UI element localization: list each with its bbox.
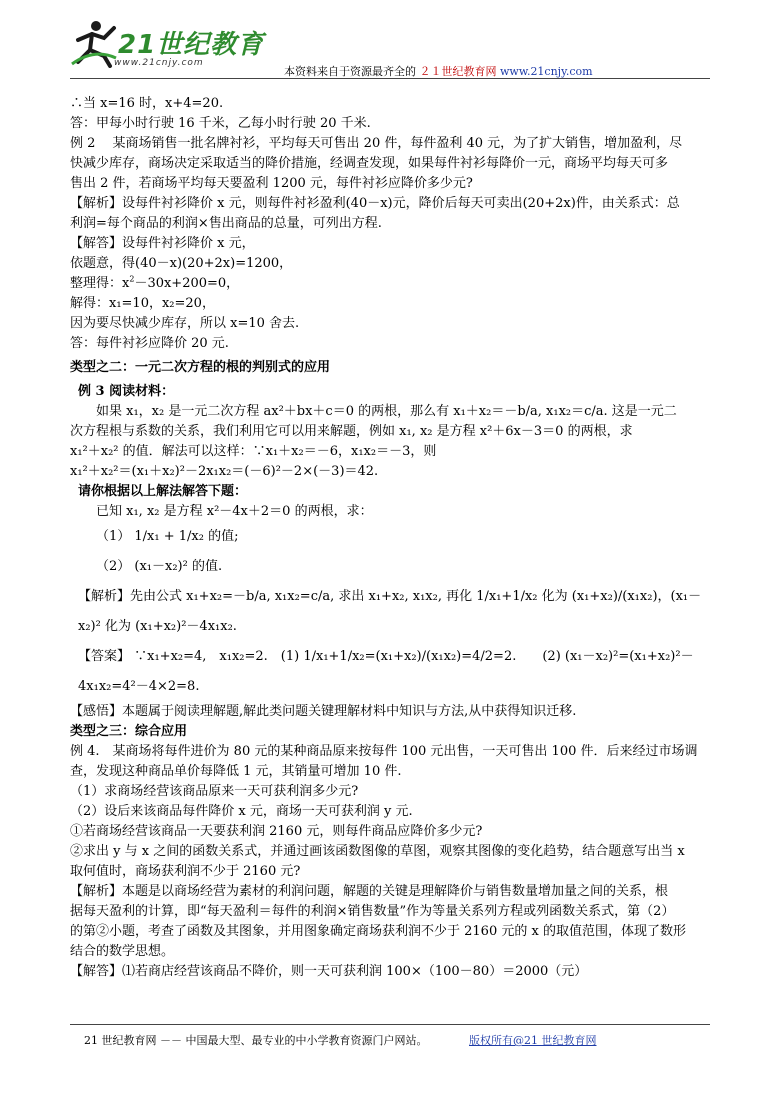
text-line: ②求出 y 与 x 之间的函数关系式，并通过画该函数图像的草图，观察其图像的变化趋势，结合题意写出当 x — [70, 844, 685, 859]
given-line: 已知 x₁, x₂ 是方程 x²－4x＋2＝0 的两根，求： — [96, 504, 373, 519]
example-3: 例 3 阅读材料： — [78, 384, 175, 399]
text-line: 答：甲每小时行驶 16 千米，乙每小时行驶 20 千米. — [70, 116, 371, 131]
header-tagline — [284, 63, 593, 79]
question-2: （2） (x₁－x₂)² 的值. — [96, 559, 223, 574]
eq-post: －30x+200=0， — [134, 276, 240, 291]
material-line: x₁²＋x₂² 的值．解法可以这样：∵x₁＋x₂＝－6，x₁x₂＝－3，则 — [70, 444, 437, 459]
material-line: 如果 x₁，x₂ 是一元二次方程 ax²＋bx＋c＝0 的两根，那么有 x₁＋x₂＝－b/a, x₁x₂＝c/a. 这是一元二 — [96, 404, 677, 419]
text-line: ∴当 x=16 时，x+4=20. — [70, 96, 224, 111]
answer-3: 【答案】 ∵x₁+x₂=4, x₁x₂=2. (1) 1/x₁+1/x₂=(x₁+x₂)/(x₁x₂)=4/2=2. (2) (x₁－x₂)²=(x₁+x₂)²－4x₁x₂=4²－4×2=8. — [78, 649, 694, 694]
text-line: （1）求商场经营该商品原来一天可获利润多少元? — [70, 784, 359, 799]
text-line: （2）设后来该商品每件降价 x 元，商场一天可获利润 y 元. — [70, 804, 413, 819]
footer-divider — [70, 1024, 710, 1025]
text-line: 依题意，得(40－x)(20+2x)=1200， — [70, 256, 293, 271]
runner-logo-icon — [70, 18, 118, 68]
section-heading: 类型之三：综合应用 — [70, 724, 188, 739]
document-body — [70, 94, 715, 982]
logo-url: www.21cnjy.com — [114, 58, 204, 68]
footer-text: 21 世纪教育网 －－ 中国最大型、最专业的中小学教育资源门户网站。 — [84, 1034, 428, 1047]
header-divider — [70, 78, 710, 79]
material-line: 次方程根与系数的关系，我们利用它可以用来解题，例如 x₁, x₂ 是方程 x²＋6x－3＝0 的两根，求 — [70, 424, 633, 439]
tagline-prefix: 本资料来自于资源最齐全的 — [284, 65, 416, 78]
text-line: 整理得：$x^2-30x+200=0$， — [70, 274, 240, 291]
tagline-brand: ２１世纪教育网 — [419, 65, 497, 78]
logo-text: 21世纪教育 — [118, 30, 265, 60]
text-line: 利润=每个商品的利润×售出商品的总量，可列出方程. — [70, 216, 382, 231]
text-line: 因为要尽快减少库存，所以 x=10 舍去. — [70, 316, 300, 331]
solution-4: 【解答】⑴若商店经营该商品不降价，则一天可获利润 100×（100－80）＝2000（元） — [70, 964, 588, 979]
site-logo — [70, 18, 270, 74]
copyright-link[interactable]: 版权所有@21 世纪教育网 — [469, 1034, 597, 1047]
solution: 【解答】设每件衬衫降价 x 元， — [70, 236, 255, 251]
page-header — [70, 18, 710, 80]
reflection: 【感悟】本题属于阅读理解题,解此类问题关键理解材料中知识与方法,从中获得知识迁移. — [70, 704, 577, 719]
material-line: x₁²＋x₂²＝(x₁＋x₂)²－2x₁x₂＝(－6)²－2×(－3)＝42. — [70, 464, 379, 479]
text-line: 据每天盈利的计算，即“每天盈利＝每件的利润×销售数量”作为等量关系列方程或列函数关系式，第（2） — [70, 904, 675, 919]
text-line: 答：每件衬衫应降价 20 元. — [70, 336, 229, 351]
text-line: 解得：x₁=10，x₂=20， — [70, 296, 215, 311]
text-line: 查，发现这种商品单价每降低 1 元，其销量可增加 10 件. — [70, 764, 402, 779]
tagline-url[interactable]: www.21cnjy.com — [500, 65, 593, 78]
analysis-3: 【解析】先由公式 x₁+x₂=－b/a, x₁x₂=c/a, 求出 x₁+x₂, x₁x₂, 再化 1/x₁+1/x₂ 化为 (x₁+x₂)/(x₁x₂)，(x₁－x₂)² 化为 (x₁+x₂)²－4x₁x₂. — [78, 589, 702, 634]
text-line: 快减少库存，商场决定采取适当的降价措施，经调查发现，如果每件衬衫每降价一元，商场平均每天可多 — [70, 156, 669, 171]
text-line: 结合的数学思想。 — [70, 944, 175, 959]
text-line: 售出 2 件，若商场平均每天要盈利 1200 元，每件衬衫应降价多少元? — [70, 176, 473, 191]
page-footer — [84, 1032, 597, 1048]
question-1: （1） 1/x₁ + 1/x₂ 的值; — [96, 529, 239, 544]
text-line: 取何值时，商场获利润不少于 2160 元? — [70, 864, 301, 879]
analysis-4: 【解析】本题是以商场经营为素材的利润问题，解题的关键是理解降价与销售数量增加量之间的关系，根 — [70, 884, 669, 899]
eq-pre: 整理得：x — [70, 276, 130, 291]
text-line: ①若商场经营该商品一天要获利润 2160 元，则每件商品应降价多少元? — [70, 824, 483, 839]
question-prompt: 请你根据以上解法解答下题： — [78, 484, 248, 499]
text-line: 的第②小题，考查了函数及其图象，并用图象确定商场获利润不少于 2160 元的 x 的取值范围，体现了数形 — [70, 924, 686, 939]
section-heading: 类型之二：一元二次方程的根的判别式的应用 — [70, 360, 331, 375]
example-2: 例 2 某商场销售一批名牌衬衫，平均每天可售出 20 件，每件盈利 40 元，为了扩大销售，增加盈利，尽 — [70, 136, 683, 151]
example-4: 例 4. 某商场将每件进价为 80 元的某种商品原来按每件 100 元出售，一天可售出 100 件．后来经过市场调 — [70, 744, 698, 759]
analysis: 【解析】设每件衬衫降价 x 元，则每件衬衫盈利(40－x)元，降价后每天可卖出(20+2x)件，由关系式：总 — [70, 196, 680, 211]
